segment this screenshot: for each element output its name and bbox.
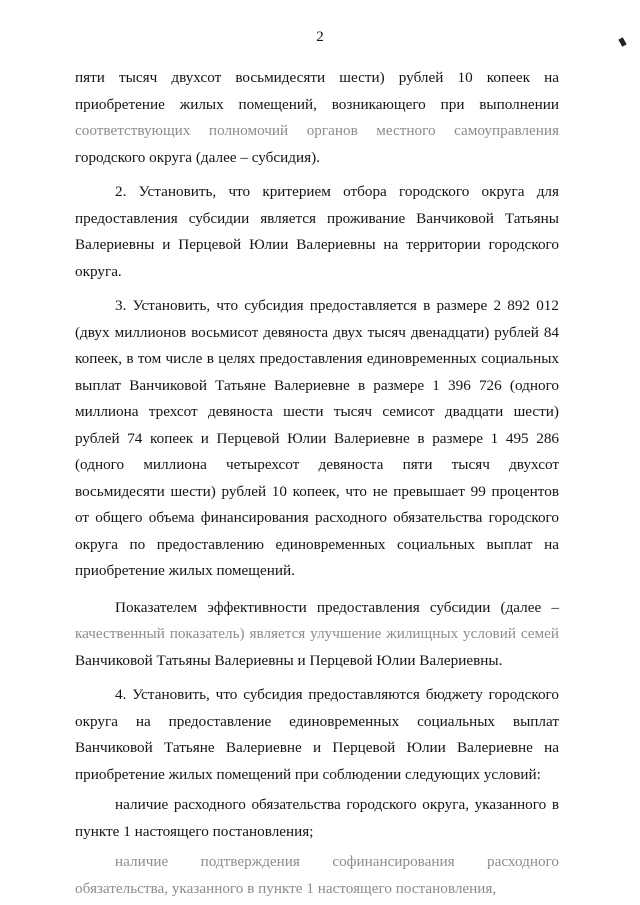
text-line: пункте 1 настоящего постановления; (75, 822, 314, 840)
page-number: 2 (316, 29, 324, 45)
text-line: 3. Установить, что субсидия предоставляется в размере 2 892 012 (115, 297, 559, 314)
text-line: предоставления субсидии является проживание Ванчиковой Татьяны (75, 209, 559, 227)
paragraph-item-3 (75, 293, 559, 585)
text-line: Валериевны и Перцевой Юлии Валериевны на территории городского (75, 236, 559, 253)
text-line: Показателем эффективности предоставления субсидии (далее – (115, 598, 559, 616)
text-line: приобретение жилых помещений, возникающего при выполнении (75, 95, 559, 113)
text-line: 1 396 726 (одного миллиона трехсот девяноста шести тысяч семисот (75, 376, 560, 420)
text-line: округа по предоставлению единовременных социальных выплат на (75, 535, 559, 553)
text-line: 84 копеек, в том числе в целях предоставления единовременных (75, 323, 560, 367)
document-body (75, 65, 559, 902)
paragraph-item-2 (75, 179, 559, 285)
text-line: соответствующих полномочий органов местного самоуправления (75, 122, 559, 139)
text-line: Ванчиковой Татьяны Валериевны и Перцевой Юлии Валериевны. (75, 651, 503, 669)
text-line: наличие расходного обязательства городского округа, указанного в (115, 796, 559, 813)
text-line: двадцати шести) рублей 74 копеек и Перцевой Юлии Валериевне в размере (75, 403, 559, 447)
text-line: 2. Установить, что критерием отбора городского округа для (115, 183, 559, 200)
text-line: 4. Установить, что субсидия предоставляются бюджету городского (115, 686, 559, 703)
paragraph-continuation (75, 65, 559, 171)
text-line: городского округа (далее – субсидия). (75, 148, 320, 166)
text-line: общего объема финансирования расходного обязательства городского (95, 509, 559, 526)
text-line: пяти тысяч двухсот восьмидесяти шести) рублей 10 копеек на (75, 69, 559, 86)
paragraph-indicator (75, 595, 559, 675)
text-line: восьмидесяти шести) рублей 10 копеек, что не превышает 99 процентов от (75, 482, 559, 526)
text-line: (двух миллионов восьмисот девяноста двух тысяч двенадцати) рублей (75, 323, 539, 341)
paragraph-item-4 (75, 682, 559, 788)
text-line: округа. (75, 262, 122, 280)
text-line: Ванчиковой Татьяне Валериевне и Перцевой Юлии Валериевне на (75, 739, 559, 756)
text-line: приобретение жилых помещений. (75, 562, 295, 579)
text-line: социальных выплат Ванчиковой Татьяне Валериевне в размере (75, 350, 560, 394)
text-line: 1 495 286 (одного миллиона четырехсот девяноста пяти тысяч двухсот (75, 429, 560, 473)
paragraph-condition-1 (75, 792, 559, 845)
text-line: обязательства, указанного в пункте 1 настоящего постановления, (75, 879, 497, 897)
text-line: приобретение жилых помещений при соблюдении следующих условий: (75, 765, 541, 783)
text-line: качественный показатель) является улучшение жилищных условий семей (75, 625, 559, 642)
paragraph-condition-2 (75, 849, 559, 902)
text-line: округа на предоставление единовременных социальных выплат (75, 712, 559, 730)
text-line: наличие подтверждения софинансирования расходного (115, 853, 559, 870)
